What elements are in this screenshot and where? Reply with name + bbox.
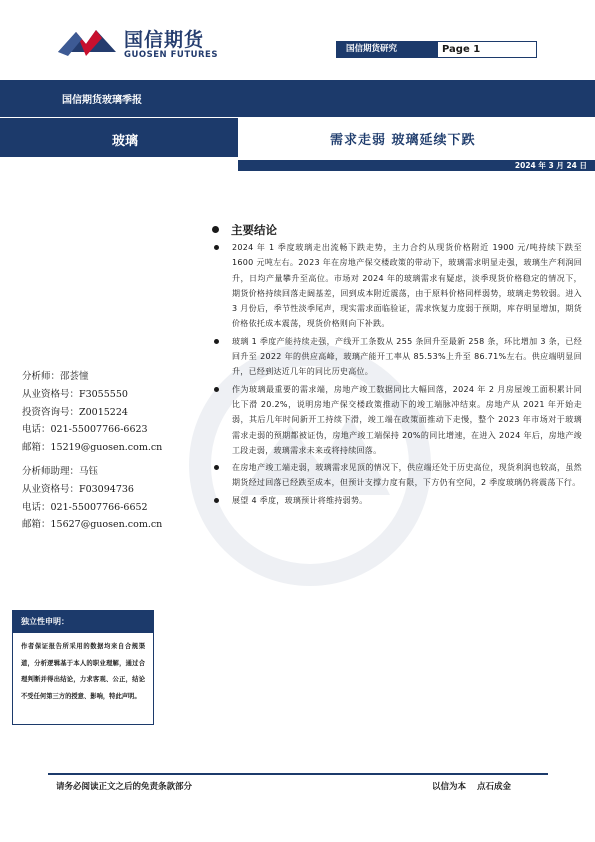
list-item-text: 在房地产竣工端走弱，玻璃需求见顶的情况下，供应端还处于历史高位，现货利润也较高，虽然期货经过回落已经跌至成本，但预计支撑力度有限，下方仍有空间，2 季度玻璃仍将震荡下行。 xyxy=(232,463,582,488)
logo-english-name: GUOSEN FUTURES xyxy=(124,50,218,60)
report-title: 国信期货玻璃季报 xyxy=(62,95,142,106)
analyst-name: 分析师：邵荟憧 xyxy=(22,371,89,382)
list-item xyxy=(212,382,582,458)
bullet-dot-icon xyxy=(214,339,219,344)
logo-chinese-name: 国信期货 xyxy=(124,29,205,51)
list-item-text: 玻璃 1 季度产能持续走强，产线开工条数从 255 条回升至最新 258 条，环比增加 3 条，已经回升至 2022 年的供应高峰，玻璃产能开工率从 85.53%上升至 86.71%左右。供应端明显回升，已经到达近几年的同比历史高位。 xyxy=(232,336,582,377)
independence-body: 作者保证报告所采用的数据均来自合规渠道，分析逻辑基于本人的职业理解，通过合理判断并得出结论，力求客观、公正，结论不受任何第三方的授意、影响，特此声明。 xyxy=(21,643,145,700)
list-item xyxy=(212,334,582,380)
section-title: 主要结论 xyxy=(212,222,277,238)
analyst-advisory-license: 投资咨询号：Z0015224 xyxy=(22,406,128,418)
footer-disclaimer: 请务必阅读正文之后的免责条款部分 xyxy=(56,782,193,792)
report-date: 2024 年 3 月 24 日 xyxy=(514,161,587,170)
conclusion-list xyxy=(212,240,582,510)
assistant-license: 从业资格号：F03094736 xyxy=(22,483,134,495)
assistant-email[interactable]: 邮箱：15627@guosen.com.cn xyxy=(22,519,163,531)
assistant-phone: 电话：021-55007766-6652 xyxy=(22,501,148,513)
report-series-tag: 国信期货研究 xyxy=(336,41,437,58)
independence-title: 独立性申明： xyxy=(13,611,153,633)
subject-box xyxy=(0,117,238,157)
bullet-dot-icon xyxy=(214,498,219,503)
assistant-name: 分析师助理：马钰 xyxy=(22,465,99,477)
footer-slogan: 以信为本 点石成金 xyxy=(432,782,511,792)
list-item-text: 2024 年 1 季度玻璃走出流畅下跌走势，主力合约从现货价格附近 1900 元/吨持续下跌至 1600 元吨左右。2023 年在房地产保交楼政策的带动下，玻璃需求明显走强，玻璃生产利润回升，日均产量攀升至高位。市场对 2024 年的玻璃需求有疑虑，淡季现货价格稳定的情况下，期货价格持续回落走阔基差，回到成本附近震荡，由于原料价格同样弱势，玻璃走势较弱。进入 3 月份后，季节性淡季尾声，现实需求面临验证，需求恢复力度弱于预期，库存明显增加，期货价格依托成本震荡，现货价格则向下补跌。 xyxy=(232,243,582,329)
footer-divider xyxy=(48,773,548,775)
analyst-info xyxy=(22,368,192,534)
list-item-text: 展望 4 季度，玻璃预计将维持弱势。 xyxy=(232,495,368,505)
analyst-email[interactable]: 邮箱：15219@guosen.com.cn xyxy=(22,442,163,454)
guosen-logo-icon xyxy=(56,22,118,62)
list-item xyxy=(212,460,582,491)
bullet-dot-icon xyxy=(214,387,219,392)
report-banner xyxy=(0,80,595,117)
independence-statement xyxy=(12,610,154,725)
company-logo xyxy=(56,20,226,64)
date-bar xyxy=(238,160,595,171)
section-bullet-icon xyxy=(212,226,219,233)
bullet-dot-icon xyxy=(214,465,219,470)
report-headline: 需求走弱 玻璃延续下跌 xyxy=(330,133,476,148)
bullet-dot-icon xyxy=(214,245,219,250)
list-item xyxy=(212,240,582,332)
analyst-phone: 电话：021-55007766-6623 xyxy=(22,424,148,436)
analyst-license: 从业资格号：F3055550 xyxy=(22,388,128,400)
page-number: Page 1 xyxy=(437,41,537,58)
list-item-text: 作为玻璃最重要的需求端，房地产竣工数据同比大幅回落，2024 年 2 月房屋竣工面积累计同比下滑 20.2%，说明房地产保交楼政策推动下的竣工端脉冲结束。房地产从 2021 年开始走弱，其后几年时间新开工持续下滑，竣工端在政策面推动下走慢，整个 2023 年市场对于玻璃需求走弱的预期都被证伪，房地产竣工端保持 20%的同比增速，在进入 2024 年后，房地产竣工段走弱，玻璃需求未来或将持续回落。 xyxy=(232,384,582,455)
subject-label: 玻璃 xyxy=(112,134,139,149)
list-item xyxy=(212,493,582,508)
